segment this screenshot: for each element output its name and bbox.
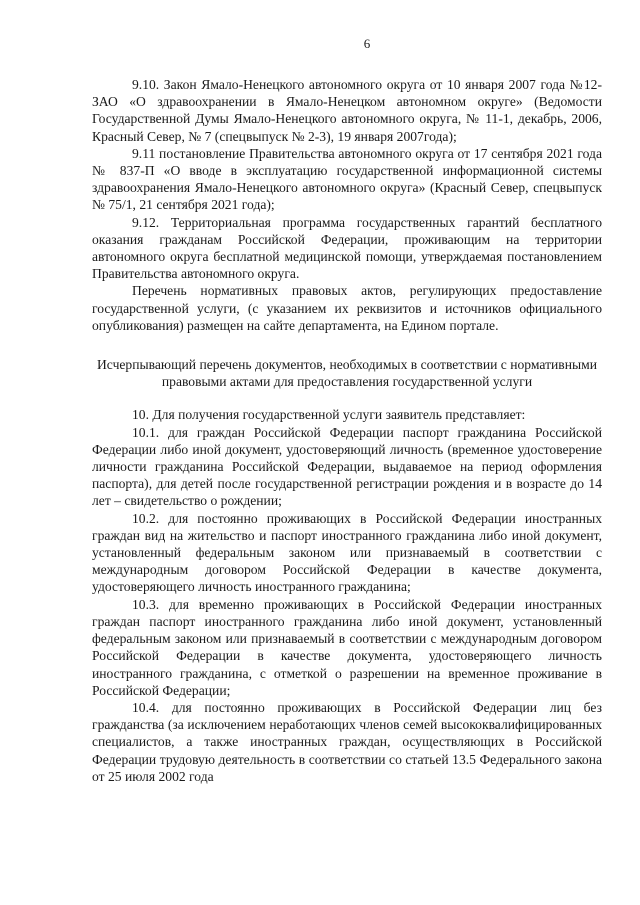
section-heading: Исчерпывающий перечень документов, необходимых в соответствии с нормативными правовыми актами для предоставления государственной услуги (96, 357, 597, 390)
paragraph-10-4: 10.4. для постоянно проживающих в Российской Федерации лиц без гражданства (за исключением неработающих членов семей высококвалифицированных специалистов, а также иностранных граждан, осуществляющих в Российской Федерации трудовую деятельность в соответствии со статьей 13.5 Федерального закона от 25 июля 2002 года (92, 699, 602, 784)
paragraph-10-3: 10.3. для временно проживающих в Российской Федерации иностранных граждан паспорт иностранного гражданина либо иной документ, установленный федеральным законом или признаваемый в соответствии с международным договором Российской Федерации в качестве документа, удостоверяющего личность иностранного гражданина, с отметкой о разрешении на временное проживание в Российской Федерации; (92, 596, 602, 698)
paragraph-10: 10. Для получения государственной услуги заявитель представляет: (132, 407, 526, 423)
paragraph-10-1: 10.1. для граждан Российской Федерации паспорт гражданина Российской Федерации либо иной документ, удостоверяющий личность (временное удостоверение личности гражданина Российской Федерации, выдаваемое на период оформления паспорта), для детей после государственной регистрации рождения и в возрасте до 14 лет – свидетельство о рождении; (92, 424, 602, 509)
paragraph-10-2: 10.2. для постоянно проживающих в Российской Федерации иностранных граждан вид на жительство и паспорт иностранного гражданина либо иной документ, установленный федеральным законом или признаваемый в соответствии с международным договором Российской Федерации в качестве документа, удостоверяющего личность иностранного гражданина; (92, 510, 602, 595)
paragraph-9-11: 9.11 постановление Правительства автономного округа от 17 сентября 2021 года № 837-П «О вводе в эксплуатацию государственной информационной системы здравоохранения Ямало-Ненецкого автономного округа» (Красный Север, спецвыпуск № 75/1, 21 сентября 2021 года); (92, 145, 602, 213)
paragraph-legal-acts-list: Перечень нормативных правовых актов, регулирующих предоставление государственной услуги, (с указанием их реквизитов и источников официального опубликования) размещен на сайте департамента, на Едином портале. (92, 283, 602, 333)
paragraph-9-10: 9.10. Закон Ямало-Ненецкого автономного округа от 10 января 2007 года №12-ЗАО «О здравоохранении в Ямало-Ненецком автономном округе» (Ведомости Государственной Думы Ямало-Ненецкого автономного округа, № 11-1, декабрь, 2006, Красный Север, № 7 (спецвыпуск № 2-3), 19 января 2007года); (92, 77, 602, 144)
paragraph-9-12: 9.12. Территориальная программа государственных гарантий бесплатного оказания гражданам Российской Федерации, проживающим на территории автономного округа бесплатной медицинской помощи, утверждаемая постановлением Правительства автономного округа. (92, 214, 602, 282)
page-number: 6 (363, 36, 371, 51)
